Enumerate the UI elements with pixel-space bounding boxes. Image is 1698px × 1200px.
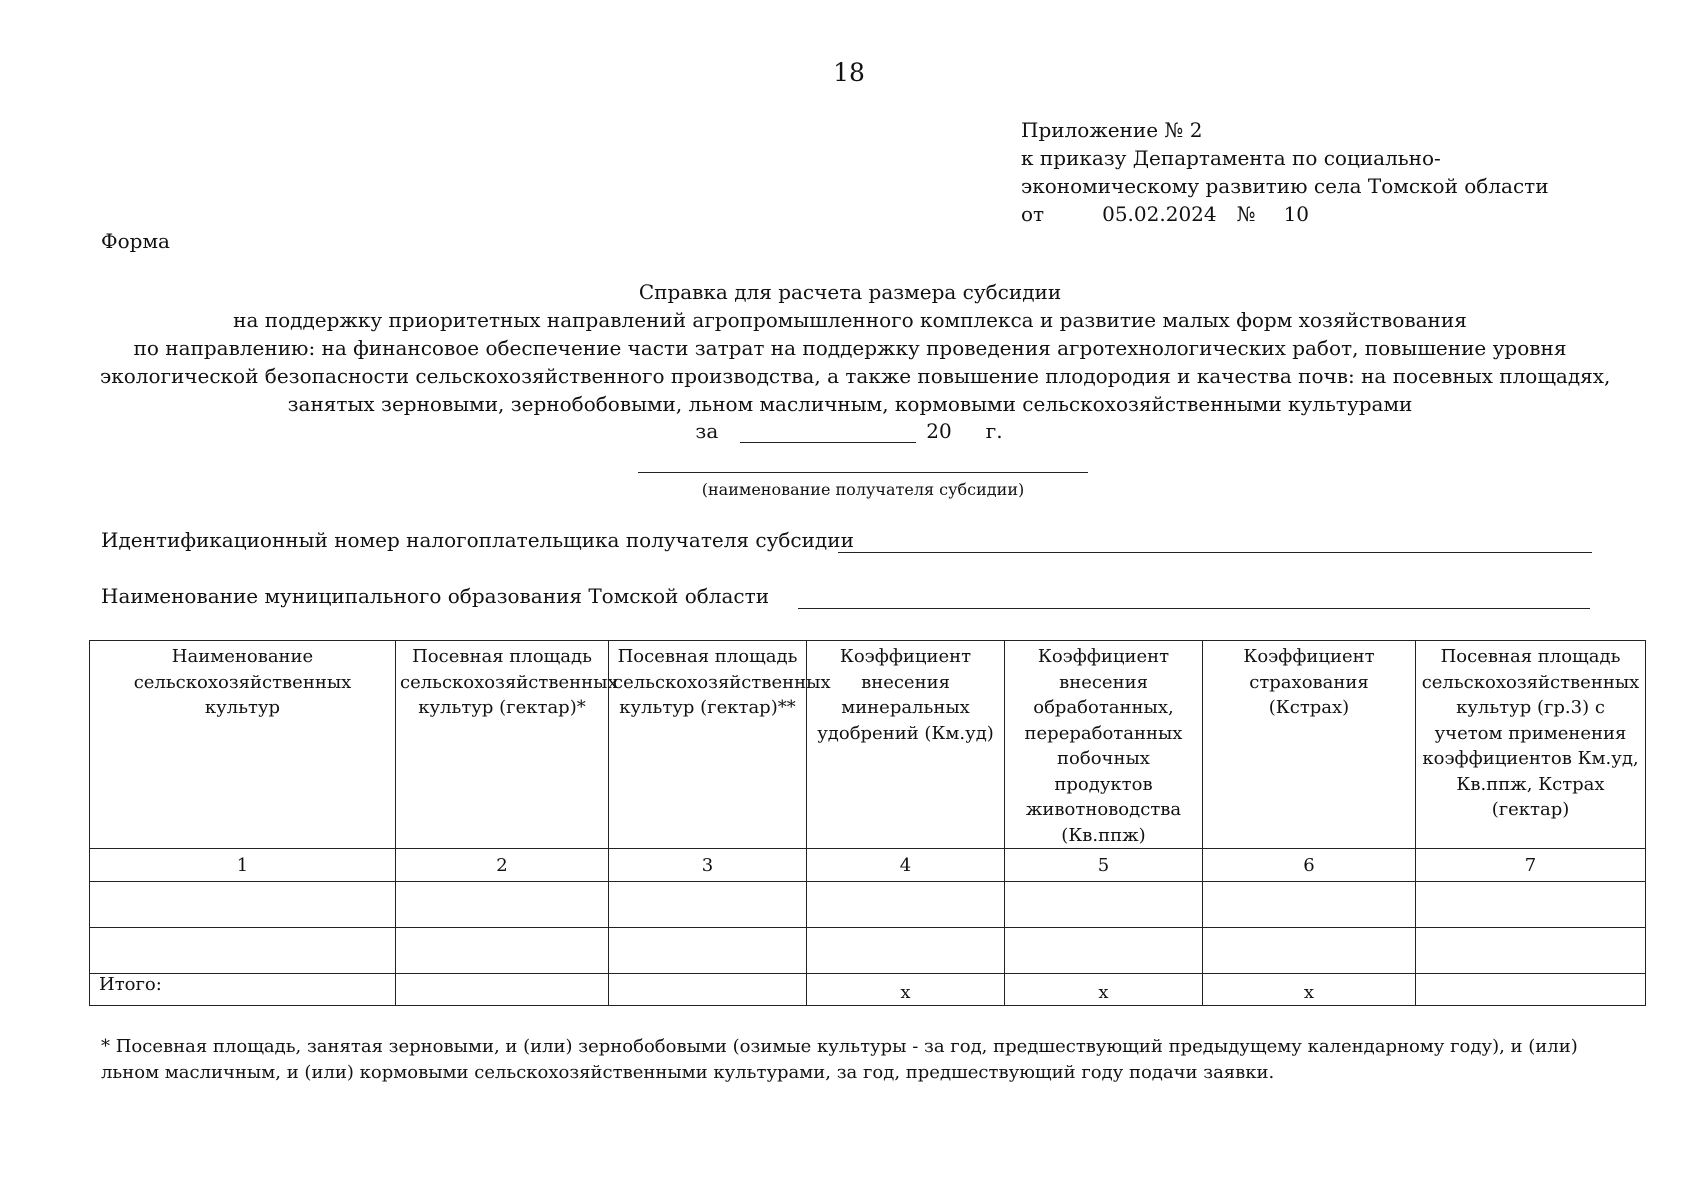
total-label: Итого: (90, 974, 396, 1006)
table-cell[interactable] (1005, 882, 1203, 928)
period-year-prefix: 20 (926, 419, 952, 443)
appendix-from-label: от (1021, 202, 1045, 226)
table-cell[interactable] (1416, 882, 1646, 928)
period-blank-field[interactable] (740, 420, 916, 443)
recipient-name-field[interactable] (638, 472, 1088, 473)
appendix-title: Приложение № 2 (1021, 118, 1203, 142)
municipality-label: Наименование муниципального образования Томской области (101, 584, 770, 608)
municipality-field[interactable] (798, 584, 1590, 609)
table-cell[interactable] (609, 882, 807, 928)
table-cell[interactable] (1005, 928, 1203, 974)
header-coef-fertilizer: Коэффициент внесения минеральных удобрений (Км.уд) (807, 641, 1005, 849)
column-number: 1 (90, 849, 396, 882)
table-cell[interactable] (396, 928, 609, 974)
title-line-1: Справка для расчета размера субсидии (638, 280, 1062, 304)
inn-label: Идентификационный номер налогоплательщика получателя субсидии (101, 528, 854, 552)
period-za: за (695, 419, 719, 443)
appendix-block (1021, 116, 1549, 228)
total-area-adjusted-cell[interactable] (1416, 974, 1646, 1006)
table-cell[interactable] (90, 928, 396, 974)
municipality-row (101, 584, 769, 608)
total-x-mark: x (1005, 974, 1203, 1006)
footnote: * Посевная площадь, занятая зерновыми, и (или) зернобобовыми (озимые культуры - за год, предшествующий предыдущему календарному году), и (или) льном масличным, и (или) кормовыми сельскохозяйственными культурами, за год, предшествующий году подачи заявки. (101, 1036, 1578, 1083)
table-cell[interactable] (1203, 882, 1416, 928)
title-line-4: экологической безопасности сельскохозяйственного производства, а также повышение плодородия и качества почв: на посевных площадях, (100, 364, 1611, 388)
table-header-row (90, 641, 1646, 849)
page-number: 18 (833, 58, 865, 87)
total-area-2-cell[interactable] (609, 974, 807, 1006)
title-line-5: занятых зерновыми, зернобобовыми, льном масличным, кормовыми сельскохозяйственными культурами (287, 392, 1413, 416)
total-row (90, 974, 1646, 1006)
appendix-department-line: экономическому развитию села Томской области (1021, 174, 1549, 198)
total-x-mark: x (807, 974, 1005, 1006)
inn-row (101, 528, 854, 552)
column-number: 7 (1416, 849, 1646, 882)
table-row (90, 928, 1646, 974)
table-cell[interactable] (807, 928, 1005, 974)
table-cell[interactable] (90, 882, 396, 928)
header-coef-insurance: Коэффициент страхования (Кстрах) (1203, 641, 1416, 849)
title-line-2: на поддержку приоритетных направлений агропромышленного комплекса и развитие малых форм хозяйствования (233, 308, 1467, 332)
recipient-caption: (наименование получателя субсидии) (701, 480, 1025, 499)
appendix-number: 10 (1283, 202, 1310, 226)
table-cell[interactable] (396, 882, 609, 928)
table-cell[interactable] (1203, 928, 1416, 974)
document-title (100, 278, 1611, 418)
header-area-adjusted: Посевная площадь сельскохозяйственных культур (гр.3) с учетом применения коэффициентов Км.уд, Кв.ппж, Кстрах (гектар) (1416, 641, 1646, 849)
table-cell[interactable] (1416, 928, 1646, 974)
appendix-date: 05.02.2024 (1102, 202, 1217, 226)
header-area-1: Посевная площадь сельскохозяйственных культур (гектар)* (396, 641, 609, 849)
form-label: Форма (101, 229, 170, 253)
inn-field[interactable] (838, 528, 1592, 553)
appendix-number-sign: № (1236, 202, 1256, 226)
column-number: 2 (396, 849, 609, 882)
header-crop-name: Наименование сельскохозяйственных культур (90, 641, 396, 849)
total-x-mark: x (1203, 974, 1416, 1006)
appendix-order-line: к приказу Департамента по социально- (1021, 146, 1441, 170)
appendix-date-row (1021, 200, 1549, 228)
period-year-suffix: г. (985, 419, 1003, 443)
title-line-3: по направлению: на финансовое обеспечение части затрат на поддержку проведения агротехнологических работ, повышение уровня (133, 336, 1567, 360)
table-cell[interactable] (609, 928, 807, 974)
header-coef-livestock: Коэффициент внесения обработанных, переработанных побочных продуктов животноводства (Кв.ппж) (1005, 641, 1203, 849)
column-number: 3 (609, 849, 807, 882)
header-area-2: Посевная площадь сельскохозяйственных культур (гектар)** (609, 641, 807, 849)
column-number-row (90, 849, 1646, 882)
total-area-1-cell[interactable] (396, 974, 609, 1006)
column-number: 6 (1203, 849, 1416, 882)
table-row (90, 882, 1646, 928)
period-line (0, 419, 1698, 443)
subsidy-table (89, 640, 1646, 1006)
column-number: 4 (807, 849, 1005, 882)
table-cell[interactable] (807, 882, 1005, 928)
column-number: 5 (1005, 849, 1203, 882)
